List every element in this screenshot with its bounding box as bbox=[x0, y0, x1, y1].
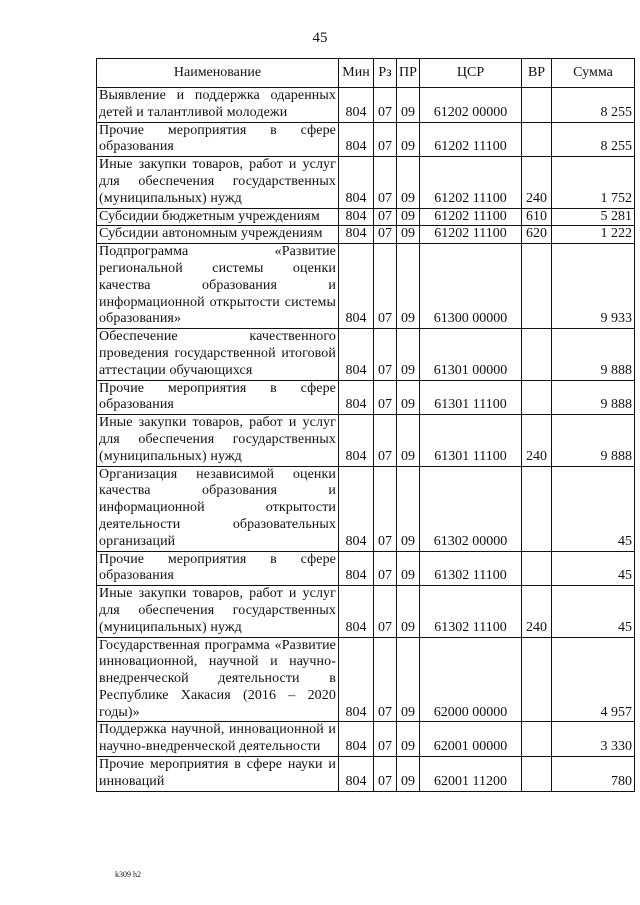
header-vr: ВР bbox=[522, 59, 552, 88]
row-csr: 62000 00000 bbox=[420, 637, 522, 722]
row-name: Государственная программа «Развитие инновационной, научной и научно-внедренческой деятельности в Республике Хакасия (2016 – 2020 годы)» bbox=[97, 637, 339, 722]
table-row bbox=[97, 586, 635, 637]
row-pr: 09 bbox=[397, 157, 420, 208]
row-rz: 07 bbox=[374, 380, 397, 415]
row-sum: 1 752 bbox=[552, 157, 635, 208]
row-sum: 9 933 bbox=[552, 244, 635, 329]
row-csr: 62001 00000 bbox=[420, 722, 522, 757]
row-pr: 09 bbox=[397, 208, 420, 226]
row-vr bbox=[522, 88, 552, 123]
table-row bbox=[97, 157, 635, 208]
row-csr: 61301 11100 bbox=[420, 415, 522, 466]
row-csr: 61202 00000 bbox=[420, 88, 522, 123]
row-pr: 09 bbox=[397, 466, 420, 551]
row-pr: 09 bbox=[397, 329, 420, 380]
table-row bbox=[97, 415, 635, 466]
row-vr bbox=[522, 722, 552, 757]
row-name: Прочие мероприятия в сфере образования bbox=[97, 380, 339, 415]
row-name: Прочие мероприятия в сфере образования bbox=[97, 551, 339, 586]
row-sum: 45 bbox=[552, 466, 635, 551]
row-rz: 07 bbox=[374, 551, 397, 586]
row-csr: 61300 00000 bbox=[420, 244, 522, 329]
table-row bbox=[97, 244, 635, 329]
row-csr: 61202 11100 bbox=[420, 122, 522, 157]
table-row bbox=[97, 208, 635, 226]
row-sum: 45 bbox=[552, 551, 635, 586]
row-csr: 61302 11100 bbox=[420, 551, 522, 586]
row-pr: 09 bbox=[397, 722, 420, 757]
header-sum: Сумма bbox=[552, 59, 635, 88]
row-rz: 07 bbox=[374, 157, 397, 208]
row-name: Субсидии автономным учреждениям bbox=[97, 226, 339, 244]
row-rz: 07 bbox=[374, 208, 397, 226]
row-sum: 780 bbox=[552, 757, 635, 792]
row-name: Обеспечение качественного проведения государственной итоговой аттестации обучающихся bbox=[97, 329, 339, 380]
row-rz: 07 bbox=[374, 226, 397, 244]
table-row bbox=[97, 551, 635, 586]
row-min: 804 bbox=[339, 586, 374, 637]
table-row bbox=[97, 122, 635, 157]
row-pr: 09 bbox=[397, 415, 420, 466]
row-rz: 07 bbox=[374, 466, 397, 551]
row-min: 804 bbox=[339, 466, 374, 551]
row-min: 804 bbox=[339, 244, 374, 329]
row-pr: 09 bbox=[397, 380, 420, 415]
row-pr: 09 bbox=[397, 757, 420, 792]
row-min: 804 bbox=[339, 757, 374, 792]
row-vr bbox=[522, 637, 552, 722]
table-row bbox=[97, 88, 635, 123]
row-csr: 62001 11200 bbox=[420, 757, 522, 792]
header-rz: Рз bbox=[374, 59, 397, 88]
row-csr: 61301 11100 bbox=[420, 380, 522, 415]
row-rz: 07 bbox=[374, 244, 397, 329]
row-name: Прочие мероприятия в сфере образования bbox=[97, 122, 339, 157]
row-min: 804 bbox=[339, 329, 374, 380]
row-csr: 61301 00000 bbox=[420, 329, 522, 380]
row-csr: 61302 00000 bbox=[420, 466, 522, 551]
row-vr bbox=[522, 122, 552, 157]
header-pr: ПР bbox=[397, 59, 420, 88]
row-name: Иные закупки товаров, работ и услуг для обеспечения государственных (муниципальных) нужд bbox=[97, 157, 339, 208]
row-vr bbox=[522, 757, 552, 792]
row-name: Иные закупки товаров, работ и услуг для обеспечения государственных (муниципальных) нужд bbox=[97, 586, 339, 637]
footer-code: k309 h2 bbox=[115, 870, 141, 879]
row-rz: 07 bbox=[374, 122, 397, 157]
row-rz: 07 bbox=[374, 415, 397, 466]
row-csr: 61202 11100 bbox=[420, 157, 522, 208]
row-rz: 07 bbox=[374, 722, 397, 757]
row-rz: 07 bbox=[374, 757, 397, 792]
row-pr: 09 bbox=[397, 88, 420, 123]
row-csr: 61202 11100 bbox=[420, 208, 522, 226]
page-number: 45 bbox=[312, 30, 328, 46]
header-csr: ЦСР bbox=[420, 59, 522, 88]
row-sum: 45 bbox=[552, 586, 635, 637]
row-vr: 240 bbox=[522, 157, 552, 208]
row-name: Организация независимой оценки качества образования и информационной открытости деятельности образовательных организаций bbox=[97, 466, 339, 551]
row-rz: 07 bbox=[374, 329, 397, 380]
row-name: Поддержка научной, инновационной и научно-внедренческой деятельности bbox=[97, 722, 339, 757]
row-pr: 09 bbox=[397, 226, 420, 244]
header-min: Мин bbox=[339, 59, 374, 88]
row-pr: 09 bbox=[397, 244, 420, 329]
row-csr: 61302 11100 bbox=[420, 586, 522, 637]
row-vr bbox=[522, 380, 552, 415]
table-row bbox=[97, 380, 635, 415]
row-name: Прочие мероприятия в сфере науки и инноваций bbox=[97, 757, 339, 792]
row-vr bbox=[522, 466, 552, 551]
header-name: Наименование bbox=[97, 59, 339, 88]
row-vr bbox=[522, 329, 552, 380]
row-name: Субсидии бюджетным учреждениям bbox=[97, 208, 339, 226]
row-min: 804 bbox=[339, 637, 374, 722]
row-pr: 09 bbox=[397, 551, 420, 586]
budget-table bbox=[96, 58, 635, 792]
row-sum: 8 255 bbox=[552, 88, 635, 123]
row-pr: 09 bbox=[397, 586, 420, 637]
table-row bbox=[97, 637, 635, 722]
table-row bbox=[97, 466, 635, 551]
row-vr: 240 bbox=[522, 586, 552, 637]
row-min: 804 bbox=[339, 380, 374, 415]
table-header-row bbox=[97, 59, 635, 88]
row-name: Иные закупки товаров, работ и услуг для обеспечения государственных (муниципальных) нужд bbox=[97, 415, 339, 466]
row-rz: 07 bbox=[374, 586, 397, 637]
row-min: 804 bbox=[339, 122, 374, 157]
row-min: 804 bbox=[339, 226, 374, 244]
row-vr bbox=[522, 244, 552, 329]
row-pr: 09 bbox=[397, 122, 420, 157]
table-row bbox=[97, 329, 635, 380]
table-row bbox=[97, 722, 635, 757]
row-min: 804 bbox=[339, 208, 374, 226]
row-min: 804 bbox=[339, 551, 374, 586]
row-vr: 610 bbox=[522, 208, 552, 226]
row-sum: 8 255 bbox=[552, 122, 635, 157]
row-min: 804 bbox=[339, 88, 374, 123]
table-row bbox=[97, 226, 635, 244]
row-sum: 4 957 bbox=[552, 637, 635, 722]
row-vr: 240 bbox=[522, 415, 552, 466]
row-sum: 9 888 bbox=[552, 415, 635, 466]
row-pr: 09 bbox=[397, 637, 420, 722]
row-sum: 9 888 bbox=[552, 329, 635, 380]
row-sum: 3 330 bbox=[552, 722, 635, 757]
row-vr bbox=[522, 551, 552, 586]
row-sum: 9 888 bbox=[552, 380, 635, 415]
row-vr: 620 bbox=[522, 226, 552, 244]
row-csr: 61202 11100 bbox=[420, 226, 522, 244]
row-sum: 1 222 bbox=[552, 226, 635, 244]
row-rz: 07 bbox=[374, 88, 397, 123]
row-sum: 5 281 bbox=[552, 208, 635, 226]
row-min: 804 bbox=[339, 722, 374, 757]
row-name: Подпрограмма «Развитие региональной системы оценки качества образования и информационной открытости системы образования» bbox=[97, 244, 339, 329]
row-min: 804 bbox=[339, 415, 374, 466]
table-row bbox=[97, 757, 635, 792]
row-rz: 07 bbox=[374, 637, 397, 722]
row-name: Выявление и поддержка одаренных детей и талантливой молодежи bbox=[97, 88, 339, 123]
row-min: 804 bbox=[339, 157, 374, 208]
